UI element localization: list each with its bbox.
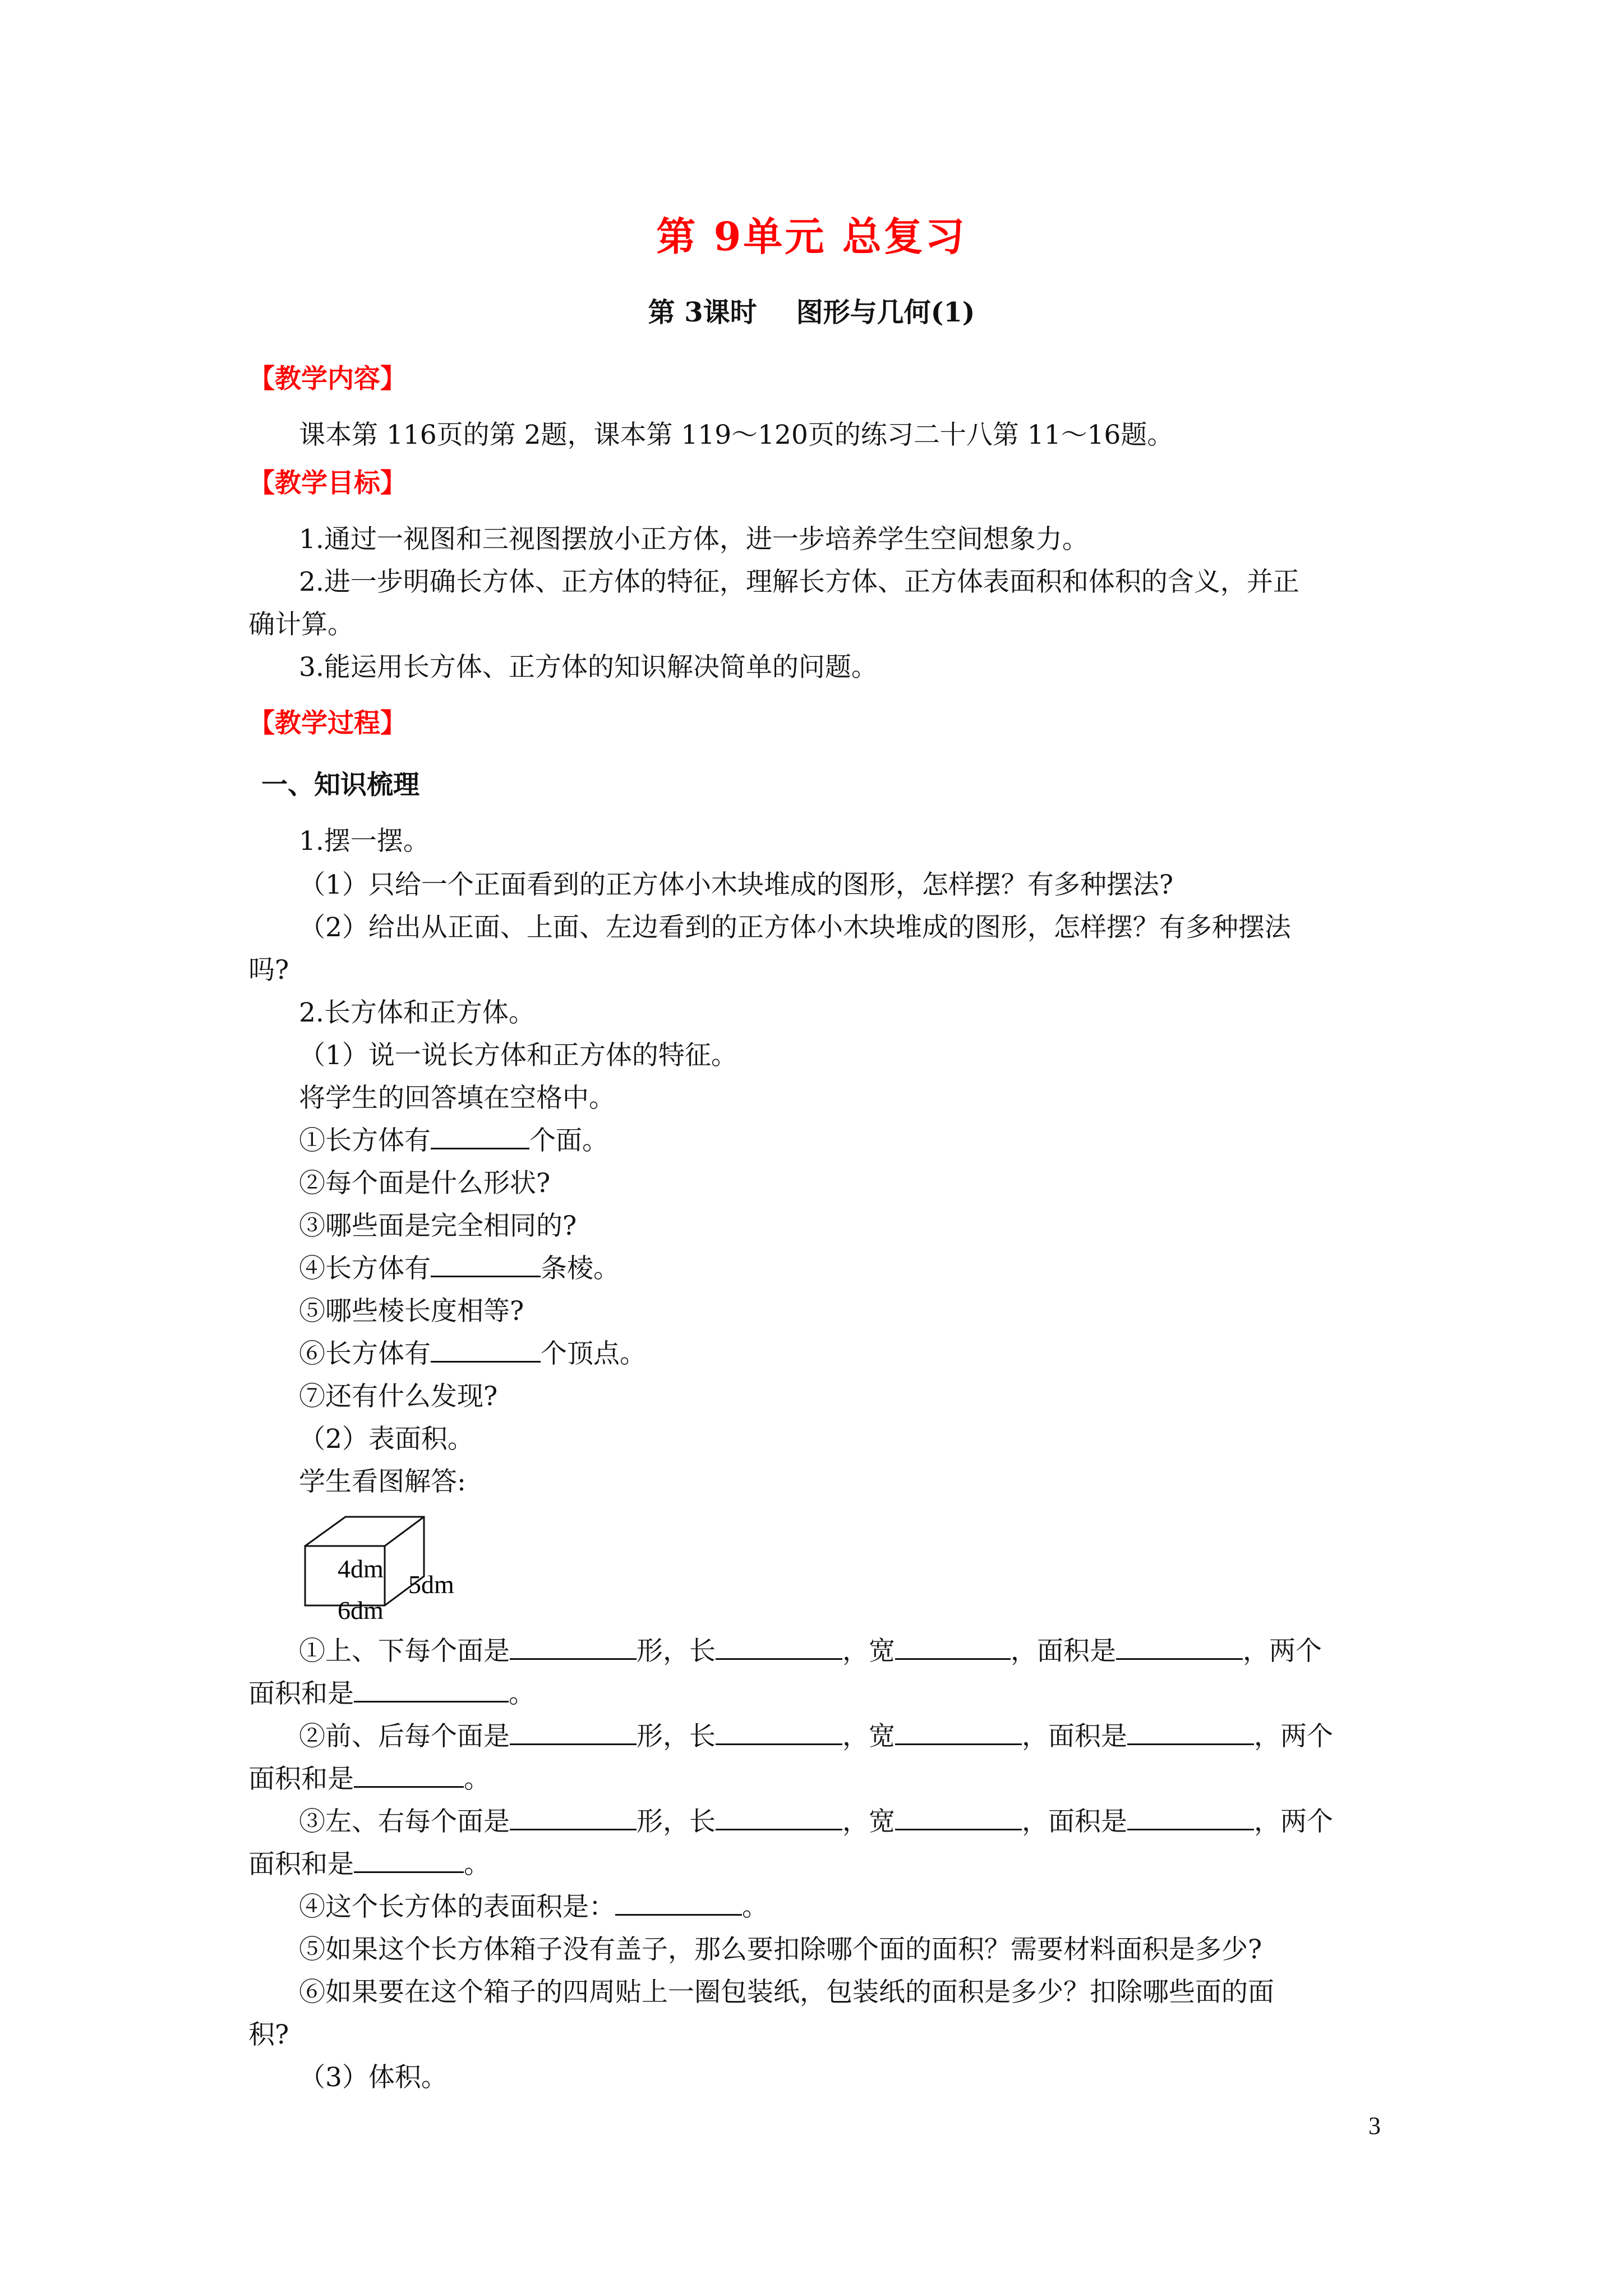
item-2-fill-instruction: 将学生的回答填在空格中。 <box>299 1083 615 1114</box>
question-5: ⑤哪些棱长度相等? <box>299 1296 524 1327</box>
question-7: ⑦还有什么发现? <box>299 1381 498 1412</box>
goal-1: 1.通过一视图和三视图摆放小正方体，进一步培养学生空间想象力。 <box>299 524 1089 555</box>
surface-question-6-line1: ⑥如果要在这个箱子的四周贴上一圈包装纸，包装纸的面积是多少？扣除哪些面的面 <box>299 1977 1274 2008</box>
depth-label: 5dm <box>408 1570 454 1599</box>
page-number: 3 <box>1368 2112 1381 2139</box>
surface-question-5: ⑤如果这个长方体箱子没有盖子，那么要扣除哪个面的面积？需要材料面积是多少? <box>299 1934 1262 1965</box>
surface-question-2-line1: ②前、后每个面是 形，长 ，宽 ，面积是 ，两个 <box>299 1715 1437 1758</box>
question-3: ③哪些面是完全相同的? <box>299 1211 577 1241</box>
item-1: 1.摆一摆。 <box>299 826 430 857</box>
surface-question-3-line2: 面积和是 。 <box>248 1843 1387 1886</box>
content-heading: 【教学内容】 <box>248 364 407 394</box>
surface-question-1-line1: ①上、下每个面是 形，长 ，宽 ，面积是 ，两个 <box>299 1630 1437 1673</box>
blank-vertices <box>431 1334 541 1363</box>
content-text: 课本第 116页的第 2题，课本第 119～120页的练习二十八第 11～16题。 <box>299 420 1174 450</box>
question-6: ⑥长方体有 个顶点。 <box>299 1333 1437 1375</box>
blank-faces <box>431 1121 529 1149</box>
goal-3: 3.能运用长方体、正方体的知识解决简单的问题。 <box>299 652 878 683</box>
item-2: 2.长方体和正方体。 <box>299 997 535 1028</box>
length-label: 6dm <box>338 1596 384 1621</box>
cuboid-figure <box>297 1509 477 1621</box>
goals-heading: 【教学目标】 <box>248 468 407 499</box>
item-2-2: （2）表面积。 <box>299 1424 474 1455</box>
item-2-3: （3）体积。 <box>299 2062 448 2093</box>
question-2: ②每个面是什么形状? <box>299 1168 551 1199</box>
process-heading: 【教学过程】 <box>248 708 407 739</box>
goal-2-line2: 确计算。 <box>248 609 354 640</box>
item-1-2-line1: （2）给出从正面、上面、左边看到的正方体小木块堆成的图形，怎样摆？有多种摆法 <box>299 912 1291 943</box>
part-1-heading: 一、知识梳理 <box>261 770 419 800</box>
goal-2-line1: 2.进一步明确长方体、正方体的特征，理解长方体、正方体表面积和体积的含义，并正 <box>299 567 1299 597</box>
item-2-1: （1）说一说长方体和正方体的特征。 <box>299 1040 737 1071</box>
lesson-subtitle <box>0 293 1623 332</box>
item-1-2-line2: 吗? <box>248 955 289 986</box>
lesson-topic: 图形与几何(1) <box>796 297 975 328</box>
surface-question-3-line1: ③左、右每个面是 形，长 ，宽 ，面积是 ，两个 <box>299 1801 1437 1843</box>
question-4: ④长方体有 条棱。 <box>299 1248 1437 1290</box>
surface-question-2-line2: 面积和是 。 <box>248 1758 1387 1801</box>
surface-question-6-line2: 积? <box>248 2019 289 2050</box>
question-1: ①长方体有 个面。 <box>299 1120 1437 1162</box>
height-label: 4dm <box>338 1554 384 1583</box>
blank-edges <box>431 1249 541 1277</box>
item-2-2-sub: 学生看图解答: <box>299 1466 466 1497</box>
page-title: 第 9单元 总复习 <box>656 213 967 260</box>
surface-question-4: ④这个长方体的表面积是： 。 <box>299 1886 1437 1929</box>
item-1-1: （1）只给一个正面看到的正方体小木块堆成的图形，怎样摆？有多种摆法? <box>299 869 1174 900</box>
surface-question-1-line2: 面积和是 。 <box>248 1673 1387 1715</box>
lesson-number: 第 3课时 <box>648 297 757 328</box>
